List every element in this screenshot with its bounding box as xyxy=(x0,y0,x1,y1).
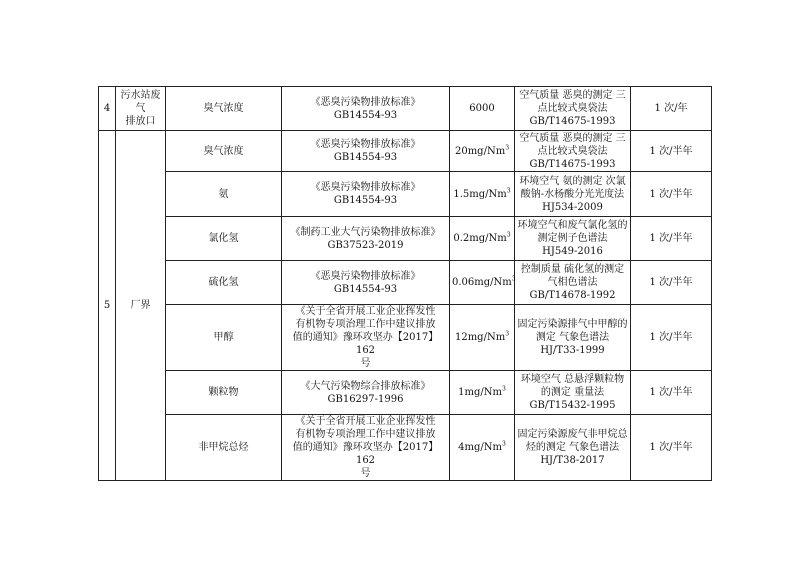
standard-reference: 《恶臭污染物排放标准》 GB14554-93 xyxy=(282,87,450,131)
table-row xyxy=(99,415,712,481)
monitoring-frequency: 1 次/半年 xyxy=(631,371,712,415)
pollutant-item: 臭气浓度 xyxy=(166,131,282,172)
analysis-method: 空气质量 恶臭的测定 三 点比较式臭袋法 GB/T14675-1993 xyxy=(515,131,631,172)
limit-value: 12mg/Nm$^3$ xyxy=(450,305,515,371)
analysis-method: 环境空气 氨的测定 次氯 酸钠-水杨酸分光光度法 HJ534-2009 xyxy=(515,172,631,217)
monitoring-frequency: 1 次/半年 xyxy=(631,217,712,261)
table-row xyxy=(99,131,712,172)
standard-reference: 《制药工业大气污染物排放标准》 GB37523-2019 xyxy=(282,217,450,261)
pollutant-item: 氯化氢 xyxy=(166,217,282,261)
table-row xyxy=(99,305,712,371)
limit-value: 20mg/Nm$^3$ xyxy=(450,131,515,172)
monitoring-frequency: 1 次/半年 xyxy=(631,415,712,481)
limit-value: 1mg/Nm$^3$ xyxy=(450,371,515,415)
monitoring-table xyxy=(98,86,712,481)
monitoring-location: 污水站废气 排放口 xyxy=(116,87,166,131)
unit-superscript: 3 xyxy=(506,231,511,239)
limit-value: 6000 xyxy=(450,87,515,131)
unit-superscript: 3 xyxy=(511,275,516,283)
monitoring-frequency: 1 次/半年 xyxy=(631,261,712,305)
pollutant-item: 甲醇 xyxy=(166,305,282,371)
pollutant-item: 颗粒物 xyxy=(166,371,282,415)
monitoring-frequency: 1 次/半年 xyxy=(631,305,712,371)
monitoring-frequency: 1 次/半年 xyxy=(631,131,712,172)
pollutant-item: 臭气浓度 xyxy=(166,87,282,131)
analysis-method: 控制质量 硫化氢的测定 气相色谱法 GB/T14678-1992 xyxy=(515,261,631,305)
monitoring-frequency: 1 次/年 xyxy=(631,87,712,131)
table-row xyxy=(99,371,712,415)
unit-superscript: 3 xyxy=(502,440,506,448)
row-number: 5 xyxy=(99,131,116,481)
standard-reference: 《关于全省开展工业企业挥发性 有机物专项治理工作中建议排放 值的通知》豫环攻坚办【2017】162 号 xyxy=(282,415,450,481)
analysis-method: 固定污染源废气非甲烷总 烃的测定 气象色谱法 HJ/T38-2017 xyxy=(515,415,631,481)
limit-value: 0.2mg/Nm$^3$ xyxy=(450,217,515,261)
standard-reference: 《恶臭污染物排放标准》 GB14554-93 xyxy=(282,172,450,217)
limit-value: 1.5mg/Nm$^3$ xyxy=(450,172,515,217)
monitoring-frequency: 1 次/半年 xyxy=(631,172,712,217)
table-row xyxy=(99,217,712,261)
table-row xyxy=(99,261,712,305)
analysis-method: 环境空气 总悬浮颗粒物 的测定 重量法 GB/T15432-1995 xyxy=(515,371,631,415)
limit-value: 4mg/Nm$^3$ xyxy=(450,415,515,481)
standard-reference: 《关于全省开展工业企业挥发性 有机物专项治理工作中建议排放 值的通知》豫环攻坚办【2017】162 号 xyxy=(282,305,450,371)
monitoring-location: 厂界 xyxy=(116,131,166,481)
pollutant-item: 氨 xyxy=(166,172,282,217)
analysis-method: 固定污染源排气中甲醇的 测定 气象色谱法 HJ/T33-1999 xyxy=(515,305,631,371)
analysis-method: 空气质量 恶臭的测定 三 点比较式臭袋法 GB/T14675-1993 xyxy=(515,87,631,131)
standard-reference: 《大气污染物综合排放标准》 GB16297-1996 xyxy=(282,371,450,415)
analysis-method: 环境空气和废气氯化氢的 测定例子色谱法 HJ549-2016 xyxy=(515,217,631,261)
pollutant-item: 硫化氢 xyxy=(166,261,282,305)
unit-superscript: 3 xyxy=(505,330,510,338)
table-row xyxy=(99,87,712,131)
standard-reference: 《恶臭污染物排放标准》 GB14554-93 xyxy=(282,261,450,305)
row-number: 4 xyxy=(99,87,116,131)
table-row xyxy=(99,172,712,217)
unit-superscript: 3 xyxy=(502,385,506,393)
unit-superscript: 3 xyxy=(506,187,511,195)
limit-value: 0.06mg/Nm$^3$ xyxy=(450,261,515,305)
pollutant-item: 非甲烷总烃 xyxy=(166,415,282,481)
unit-superscript: 3 xyxy=(505,144,510,152)
standard-reference: 《恶臭污染物排放标准》 GB14554-93 xyxy=(282,131,450,172)
